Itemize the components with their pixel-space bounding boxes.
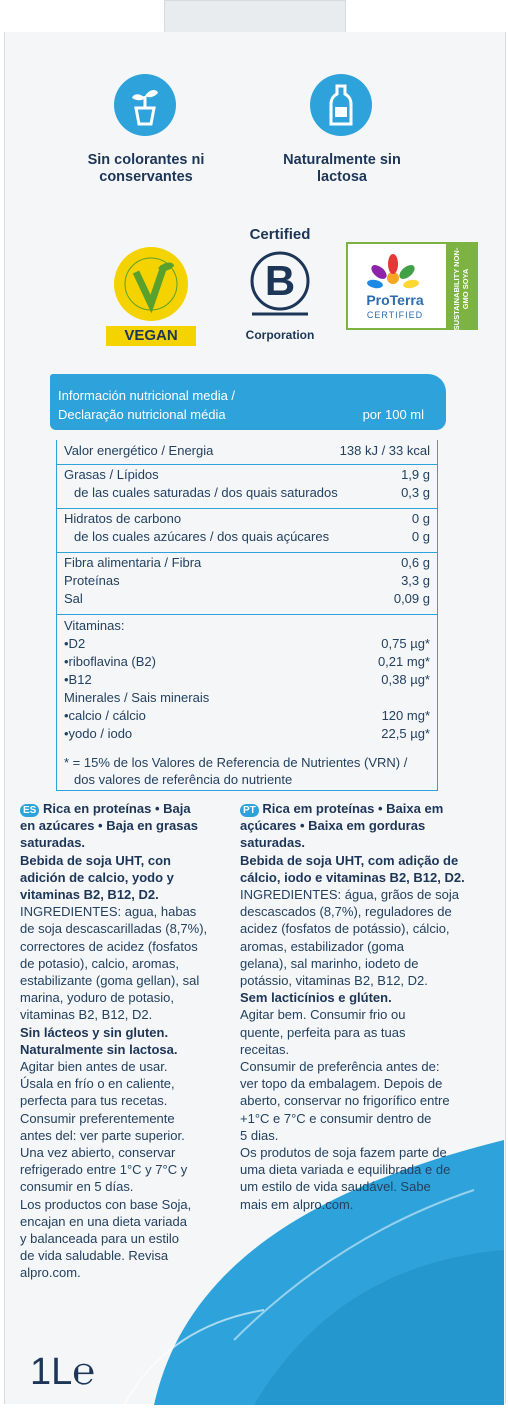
text-line-content: saturadas. bbox=[20, 835, 86, 851]
text-line-content: y balanceada para un estilo bbox=[20, 1231, 180, 1247]
text-line-content: Úsala en frío o en caliente, bbox=[20, 1076, 175, 1092]
text-line-content: perfecta para tus recetas. bbox=[20, 1093, 168, 1109]
nutrition-row-value: 22,5 µg* bbox=[381, 726, 430, 741]
text-line bbox=[20, 955, 240, 972]
nutrition-row-label: Hidratos de carbono bbox=[64, 511, 182, 526]
text-line-content: Rica en proteínas • Baja bbox=[42, 801, 191, 816]
text-line-content: Bebida de soja UHT, com adição de bbox=[240, 852, 459, 868]
text-line-content: correctores de acidez (fosfatos bbox=[20, 938, 198, 954]
nutrition-row-value: 0,21 mg* bbox=[377, 654, 430, 669]
text-line-content: Sem lacticínios e glúten. bbox=[240, 990, 392, 1006]
text-line bbox=[20, 1161, 240, 1178]
nutrition-row bbox=[64, 573, 430, 591]
nutrition-row bbox=[64, 529, 430, 547]
text-line bbox=[240, 1041, 480, 1058]
text-line-content: vitaminas B2, B12, D2. bbox=[20, 1007, 153, 1023]
text-line bbox=[20, 1058, 240, 1075]
text-line-content: aromas, estabilizador (goma bbox=[240, 938, 405, 954]
text-line bbox=[20, 852, 240, 869]
text-line bbox=[240, 972, 480, 989]
text-line bbox=[240, 1144, 480, 1161]
separator bbox=[56, 790, 438, 791]
separator bbox=[56, 552, 438, 553]
nutrition-row-value: 3,3 g bbox=[401, 573, 430, 588]
nutrition-row bbox=[64, 591, 430, 609]
text-line-content: Sin lácteos y sin gluten. bbox=[20, 1024, 169, 1040]
nutrition-row-label: Valor energético / Energia bbox=[64, 443, 214, 458]
nutrition-row-value: 0,6 g bbox=[401, 555, 430, 570]
nutrition-row-value: 0,09 g bbox=[393, 591, 430, 606]
table-side-right bbox=[437, 440, 438, 790]
text-line-content: +1°C e 7°C e consumir dentro de bbox=[240, 1110, 432, 1126]
text-line bbox=[240, 1196, 480, 1213]
text-line bbox=[20, 1178, 240, 1195]
text-line bbox=[20, 1264, 240, 1281]
nutrition-row-label: •calcio / cálcio bbox=[64, 708, 146, 723]
text-line-content: quente, perfeita para as tuas bbox=[240, 1024, 406, 1040]
text-line-content: vitaminas B2, B12, D2. bbox=[20, 887, 159, 903]
nutrition-row-value: 0,3 g bbox=[401, 485, 430, 500]
text-line-content: en azúcares • Baja en grasas bbox=[20, 818, 198, 834]
bcorp-letter: B bbox=[264, 257, 296, 304]
text-line bbox=[20, 886, 240, 903]
text-line bbox=[240, 1178, 480, 1195]
text-line-content: saturadas. bbox=[240, 835, 306, 851]
separator bbox=[56, 614, 438, 615]
text-line-content: marina, yoduro de potasio, bbox=[20, 990, 174, 1006]
text-line-content: gelana), sal marinho, iodeto de bbox=[240, 955, 419, 971]
nutrition-row bbox=[64, 467, 430, 485]
text-line bbox=[20, 1110, 240, 1127]
text-line bbox=[240, 1092, 480, 1109]
text-line bbox=[240, 869, 480, 886]
text-line bbox=[240, 817, 480, 834]
text-line bbox=[240, 800, 480, 817]
text-line-content: estabilizante (goma gellan), sal bbox=[20, 973, 200, 989]
text-line-content: Los productos con base Soja, bbox=[20, 1196, 192, 1212]
nutrition-row bbox=[64, 726, 430, 744]
vegan-label: VEGAN bbox=[106, 326, 196, 346]
text-line-content: de vida saludable. Revisa bbox=[20, 1248, 169, 1264]
text-line-content: um estilo de vida saudável. Sabe bbox=[240, 1179, 431, 1195]
nutrition-footnote-1: * = 15% de los Valores de Referencia de Nutrientes (VRN) / bbox=[64, 755, 408, 770]
volume-label: 1L℮ bbox=[30, 1351, 96, 1393]
text-line bbox=[240, 834, 480, 851]
text-line-content: Naturalmente sin lactosa. bbox=[20, 1041, 178, 1057]
text-line-content: antes del: ver parte superior. bbox=[20, 1127, 185, 1143]
claim-colorants: Sin colorantes ni conservantes bbox=[87, 152, 205, 185]
text-line-content: encajan en una dieta variada bbox=[20, 1213, 187, 1229]
text-line-content: de soja descascarilladas (8,7%), bbox=[20, 921, 208, 937]
text-line-content: consumir en 5 días. bbox=[20, 1179, 134, 1195]
separator bbox=[56, 508, 438, 509]
text-line-content: Una vez abierto, conservar bbox=[20, 1145, 176, 1161]
nutrition-row-value: 0,75 µg* bbox=[381, 636, 430, 651]
text-line-content: descascados (8,7%), reguladores de bbox=[240, 904, 452, 920]
text-line bbox=[240, 1127, 480, 1144]
plant-pot-icon bbox=[114, 74, 176, 136]
proterra-certified: CERTIFIED bbox=[366, 310, 424, 320]
nutrition-row-value: 120 mg* bbox=[381, 708, 430, 723]
pt-language-badge: PT bbox=[240, 804, 259, 817]
text-line-content: Consumir preferentemente bbox=[20, 1110, 175, 1126]
nutrition-row-value: 0,38 µg* bbox=[381, 672, 430, 687]
pt-text-column bbox=[240, 800, 480, 1213]
text-line bbox=[240, 903, 480, 920]
text-line-content: adición de calcio, yodo y bbox=[20, 869, 174, 885]
text-line-content: INGREDIENTES: agua, habas bbox=[20, 904, 197, 920]
text-line-content: receitas. bbox=[240, 1041, 290, 1057]
text-line-content: açúcares • Baixa em gorduras bbox=[240, 818, 426, 834]
text-line bbox=[20, 1127, 240, 1144]
text-line bbox=[20, 1230, 240, 1247]
text-line-content: Agitar bem. Consumir frio ou bbox=[240, 1007, 406, 1023]
vegan-logo bbox=[106, 244, 196, 348]
text-line bbox=[240, 1110, 480, 1127]
text-line bbox=[240, 852, 480, 869]
nutrition-row bbox=[64, 690, 430, 708]
text-line bbox=[20, 1092, 240, 1109]
text-line bbox=[240, 1075, 480, 1092]
text-line bbox=[240, 989, 480, 1006]
text-line-content: mais em alpro.com. bbox=[240, 1196, 354, 1212]
nutrition-row-value: 138 kJ / 33 kcal bbox=[339, 443, 430, 458]
text-line-content: ver topo da embalagem. Depois de bbox=[240, 1076, 443, 1092]
text-line-content: de potasio), calcio, aromas, bbox=[20, 955, 179, 971]
text-line bbox=[20, 834, 240, 851]
nutrition-row bbox=[64, 636, 430, 654]
text-line bbox=[240, 955, 480, 972]
nutrition-row bbox=[64, 672, 430, 690]
text-line-content: Os produtos de soja fazem parte de bbox=[240, 1145, 447, 1161]
bcorp-logo bbox=[238, 226, 322, 348]
carton-cap bbox=[164, 0, 346, 36]
text-line-content: Bebida de soja UHT, con bbox=[20, 852, 171, 868]
text-line bbox=[20, 1006, 240, 1023]
text-line-content: 5 dias. bbox=[240, 1127, 279, 1143]
text-line bbox=[20, 800, 240, 817]
nutrition-row bbox=[64, 654, 430, 672]
text-line-content: Rica em proteínas • Baixa em bbox=[262, 801, 444, 816]
text-line bbox=[20, 972, 240, 989]
text-line bbox=[20, 903, 240, 920]
text-line bbox=[20, 920, 240, 937]
nutrition-row-label: de las cuales saturadas / dos quais saturados bbox=[74, 485, 338, 500]
text-line bbox=[240, 1006, 480, 1023]
nutrition-row-label: •riboflavina (B2) bbox=[64, 654, 156, 669]
proterra-name: ProTerra bbox=[366, 292, 424, 308]
bcorp-corporation: Corporation bbox=[245, 328, 315, 342]
nutrition-footnote-2: dos valores de referência do nutriente bbox=[74, 772, 293, 787]
text-line-content: Agitar bien antes de usar. bbox=[20, 1059, 168, 1075]
proterra-side: SUSTAINABILITY NON-GMO SOYA bbox=[446, 244, 476, 328]
nutrition-row-value: 0 g bbox=[411, 511, 430, 526]
nutrition-row-label: Fibra alimentaria / Fibra bbox=[64, 555, 202, 570]
text-line bbox=[20, 817, 240, 834]
nutrition-row-label: •B12 bbox=[64, 672, 92, 687]
text-line-content: Consumir de preferência antes de: bbox=[240, 1059, 440, 1075]
text-line-content: cálcio, iodo e vitaminas B2, B12, D2. bbox=[240, 869, 465, 885]
es-language-badge: ES bbox=[20, 804, 39, 817]
proterra-logo bbox=[346, 242, 478, 330]
bottle-icon bbox=[310, 74, 372, 136]
es-text-column bbox=[20, 800, 240, 1282]
text-line-content: potássio, vitaminas B2, B12, D2. bbox=[240, 973, 428, 989]
nutrition-row-value: 0 g bbox=[411, 529, 430, 544]
text-line bbox=[240, 920, 480, 937]
text-line bbox=[20, 1024, 240, 1041]
text-line-content: aberto, conservar no frigorífico entre bbox=[240, 1093, 450, 1109]
text-line bbox=[20, 869, 240, 886]
nutrition-row bbox=[64, 555, 430, 573]
nutrition-row-label: •yodo / iodo bbox=[64, 726, 133, 741]
text-line-content: INGREDIENTES: água, grãos de soja bbox=[240, 887, 459, 903]
text-line bbox=[20, 989, 240, 1006]
table-side-left bbox=[56, 440, 57, 790]
text-line-content: alpro.com. bbox=[20, 1265, 81, 1281]
text-line bbox=[240, 886, 480, 903]
nutrition-row-label: •D2 bbox=[64, 636, 86, 651]
nutrition-row-label: Vitaminas: bbox=[64, 618, 125, 633]
nutrition-row bbox=[64, 511, 430, 529]
text-line-content: refrigerado entre 1°C y 7°C y bbox=[20, 1162, 188, 1178]
claim-lactose: Naturalmente sin lactosa bbox=[283, 152, 401, 185]
text-line bbox=[240, 938, 480, 955]
nutrition-per: por 100 ml bbox=[362, 407, 424, 422]
nutrition-row bbox=[64, 485, 430, 503]
nutrition-row bbox=[64, 618, 430, 636]
text-line bbox=[20, 1144, 240, 1161]
text-line bbox=[20, 1041, 240, 1058]
text-line bbox=[20, 1247, 240, 1264]
bcorp-certified: Certified bbox=[249, 226, 311, 243]
text-line bbox=[240, 1161, 480, 1178]
nutrition-header-line1: Información nutricional media / bbox=[58, 388, 236, 403]
nutrition-row-label: Sal bbox=[64, 591, 83, 606]
nutrition-row-value: 1,9 g bbox=[401, 467, 430, 482]
text-line bbox=[20, 938, 240, 955]
nutrition-row bbox=[64, 708, 430, 726]
text-line bbox=[20, 1075, 240, 1092]
text-line bbox=[240, 1024, 480, 1041]
nutrition-row-label: de los cuales azúcares / dos quais açúcares bbox=[74, 529, 330, 544]
nutrition-row bbox=[64, 443, 430, 461]
text-line bbox=[20, 1213, 240, 1230]
text-line bbox=[240, 1058, 480, 1075]
text-line-content: uma dieta variada e equilibrada e de bbox=[240, 1162, 451, 1178]
text-line-content: acidez (fosfatos de potássio), cálcio, bbox=[240, 921, 450, 937]
nutrition-header-line2: Declaração nutricional média bbox=[58, 407, 226, 422]
text-line bbox=[20, 1196, 240, 1213]
separator bbox=[56, 464, 438, 465]
nutrition-row-label: Grasas / Lípidos bbox=[64, 467, 159, 482]
nutrition-row-label: Minerales / Sais minerais bbox=[64, 690, 210, 705]
nutrition-row-label: Proteínas bbox=[64, 573, 120, 588]
